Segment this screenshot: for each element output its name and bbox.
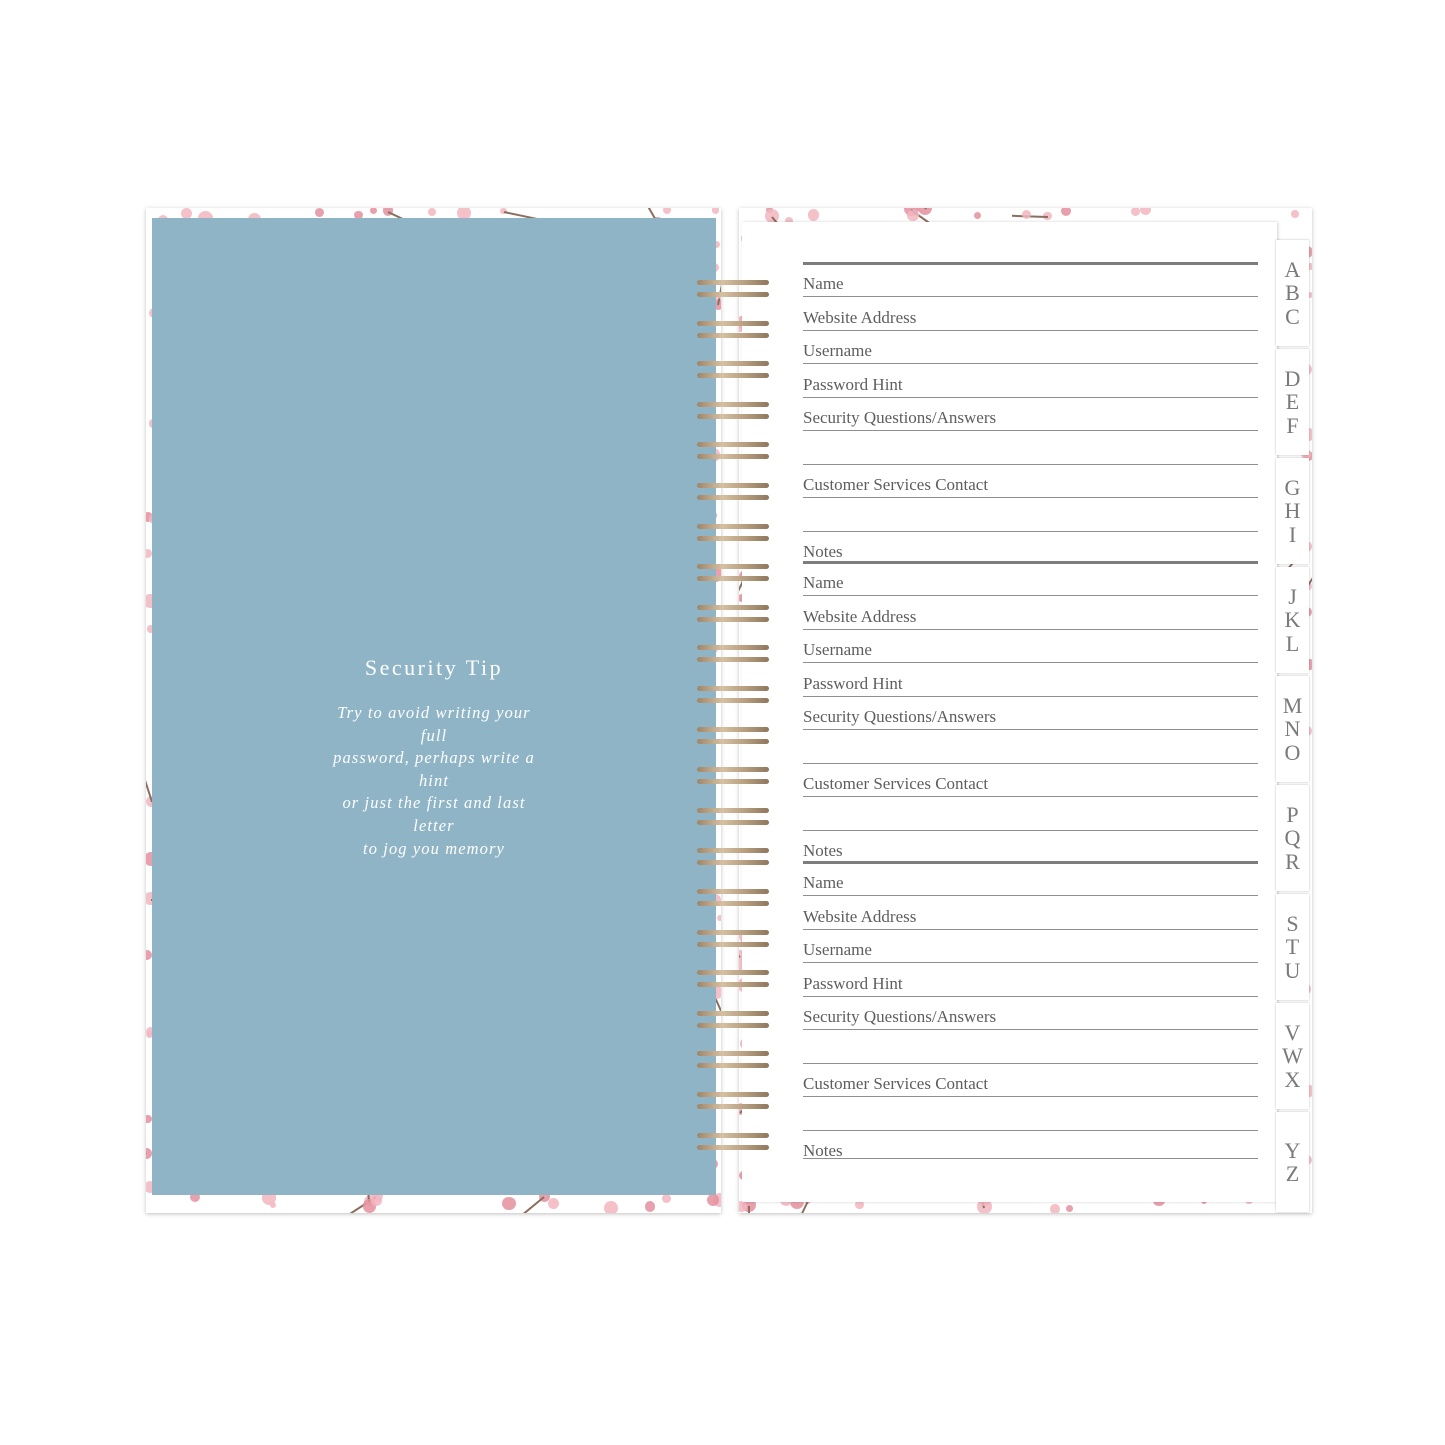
blossom-decoration	[370, 208, 377, 214]
tab-ghi[interactable]	[1276, 458, 1309, 564]
field-website[interactable]	[803, 896, 1258, 930]
tab-pqr[interactable]	[1276, 785, 1309, 891]
blossom-decoration	[808, 209, 819, 220]
field-label: Name	[803, 873, 844, 892]
tab-letter: C	[1285, 303, 1300, 329]
spiral-coil	[697, 483, 769, 488]
blossom-decoration	[502, 1197, 516, 1211]
field-customer-services[interactable]	[803, 1063, 1258, 1097]
spiral-coil	[697, 495, 769, 500]
tab-letter: B	[1285, 280, 1300, 306]
tab-letter: W	[1282, 1043, 1303, 1069]
tab-letter: E	[1285, 389, 1300, 415]
spiral-coil	[697, 280, 769, 285]
field-blank-line[interactable]	[803, 730, 1258, 764]
field-label: Name	[803, 274, 844, 293]
spiral-coil	[697, 617, 769, 622]
tab-letter: K	[1284, 607, 1301, 633]
tab-letter: H	[1284, 498, 1301, 524]
tip-line: Try to avoid writing your full	[337, 703, 531, 745]
spiral-coil	[697, 848, 769, 853]
tab-letter: L	[1285, 630, 1300, 656]
spiral-coil	[697, 1011, 769, 1016]
blossom-decoration	[645, 1201, 656, 1212]
spiral-coil	[697, 901, 769, 906]
blossom-decoration	[907, 210, 919, 222]
spiral-binding	[697, 280, 771, 1160]
field-password-hint[interactable]	[803, 963, 1258, 997]
field-label: Username	[803, 341, 872, 360]
tab-jkl[interactable]	[1276, 567, 1309, 673]
tab-letter: F	[1286, 412, 1299, 438]
spiral-coil	[697, 442, 769, 447]
spiral-coil	[697, 727, 769, 732]
tab-letter: I	[1288, 521, 1297, 547]
field-label: Website Address	[803, 606, 917, 626]
field-label: Password Hint	[803, 374, 903, 394]
field-label: Name	[803, 573, 844, 592]
spiral-coil	[697, 564, 769, 569]
spiral-coil	[697, 645, 769, 650]
blossom-decoration	[974, 212, 981, 219]
spiral-coil	[697, 930, 769, 935]
blossom-decoration	[1291, 210, 1299, 218]
tab-letter: X	[1284, 1066, 1301, 1092]
field-website[interactable]	[803, 297, 1258, 331]
branch-decoration	[516, 1196, 546, 1213]
tab-letter: N	[1284, 716, 1301, 742]
tab-letter: Z	[1285, 1161, 1300, 1186]
spiral-coil	[697, 292, 769, 297]
tip-line: or just the first and last letter	[342, 793, 526, 835]
field-label: Security Questions/Answers	[803, 1007, 997, 1026]
field-password-hint[interactable]	[803, 364, 1258, 398]
tip-line: to jog you memory	[363, 838, 505, 858]
spiral-coil	[697, 767, 769, 772]
tab-letter: J	[1288, 583, 1297, 609]
field-label: Username	[803, 940, 872, 959]
field-label: Website Address	[803, 906, 917, 926]
field-name[interactable]	[803, 263, 1258, 297]
spiral-coil	[697, 1133, 769, 1138]
spiral-coil	[697, 1063, 769, 1068]
spiral-coil	[697, 686, 769, 691]
field-password-hint[interactable]	[803, 663, 1258, 697]
tab-mno[interactable]	[1276, 676, 1309, 782]
field-label: Password Hint	[803, 973, 903, 993]
field-customer-services[interactable]	[803, 464, 1258, 498]
spiral-coil	[697, 576, 769, 581]
blossom-decoration	[712, 208, 719, 214]
field-security-questions[interactable]	[803, 696, 1258, 730]
spiral-coil	[697, 1023, 769, 1028]
spiral-coil	[697, 333, 769, 338]
field-name[interactable]	[803, 862, 1258, 896]
spiral-coil	[697, 808, 769, 813]
tab-letter: Q	[1284, 825, 1301, 851]
blossom-decoration	[315, 208, 324, 217]
spiral-coil	[697, 1092, 769, 1097]
spiral-coil	[697, 779, 769, 784]
spiral-coil	[697, 889, 769, 894]
field-username[interactable]	[803, 929, 1258, 963]
spiral-coil	[697, 402, 769, 407]
tab-stu[interactable]	[1276, 894, 1309, 1000]
spiral-coil	[697, 361, 769, 366]
field-label: Notes	[803, 1141, 843, 1160]
spiral-coil	[697, 739, 769, 744]
field-security-questions[interactable]	[803, 397, 1258, 431]
field-notes[interactable]	[803, 830, 1258, 863]
tab-yz[interactable]	[1276, 1112, 1309, 1212]
field-label: Notes	[803, 542, 843, 561]
field-notes[interactable]	[803, 531, 1258, 564]
blossom-decoration	[1061, 208, 1072, 216]
blossom-decoration	[662, 1194, 671, 1203]
field-blank-line[interactable]	[803, 431, 1258, 465]
tab-letter: O	[1284, 739, 1301, 765]
field-username[interactable]	[803, 629, 1258, 663]
spiral-coil	[697, 657, 769, 662]
tab-letter: U	[1284, 957, 1301, 983]
tab-letter: V	[1284, 1019, 1301, 1045]
tab-abc[interactable]	[1276, 240, 1309, 346]
branch-decoration	[748, 1206, 750, 1213]
blossom-decoration	[270, 1202, 276, 1208]
tab-letter: D	[1284, 365, 1301, 391]
blossom-decoration	[428, 208, 436, 216]
field-blank-line[interactable]	[803, 1097, 1258, 1131]
tab-letter: T	[1285, 934, 1300, 960]
spiral-coil	[697, 698, 769, 703]
tab-letter: S	[1286, 910, 1299, 936]
security-tip-title: Security Tip	[364, 655, 504, 680]
blossom-decoration	[604, 1201, 618, 1213]
field-blank-line[interactable]	[803, 498, 1258, 532]
field-label: Customer Services Contact	[803, 475, 989, 494]
field-blank-line[interactable]	[803, 797, 1258, 831]
tab-letter: P	[1286, 801, 1299, 827]
security-tip-text	[332, 702, 536, 860]
field-label: Security Questions/Answers	[803, 707, 997, 726]
security-tip-page	[152, 218, 716, 1195]
blossom-decoration	[1131, 208, 1140, 216]
tab-letter: G	[1284, 474, 1301, 500]
tab-letter: Y	[1284, 1137, 1301, 1163]
spiral-coil	[697, 373, 769, 378]
spiral-coil	[697, 1104, 769, 1109]
spiral-coil	[697, 820, 769, 825]
blossom-decoration	[548, 1198, 560, 1210]
field-name[interactable]	[803, 562, 1258, 596]
tab-letter: A	[1284, 256, 1301, 282]
spiral-coil	[697, 536, 769, 541]
spiral-coil	[697, 524, 769, 529]
spiral-coil	[697, 942, 769, 947]
blossom-decoration	[1022, 210, 1031, 219]
spiral-coil	[697, 454, 769, 459]
field-label: Notes	[803, 841, 843, 860]
field-customer-services[interactable]	[803, 763, 1258, 797]
spiral-coil	[697, 1145, 769, 1150]
blossom-decoration	[146, 950, 152, 960]
field-security-questions[interactable]	[803, 996, 1258, 1030]
field-label: Password Hint	[803, 673, 903, 693]
field-label: Website Address	[803, 307, 917, 327]
field-label: Security Questions/Answers	[803, 408, 997, 427]
spiral-coil	[697, 970, 769, 975]
field-blank-line[interactable]	[803, 1030, 1258, 1064]
spiral-coil	[697, 321, 769, 326]
spiral-coil	[697, 1051, 769, 1056]
tip-line: password, perhaps write a hint	[333, 748, 535, 790]
field-website[interactable]	[803, 596, 1258, 630]
spiral-coil	[697, 860, 769, 865]
blossom-decoration	[1066, 1205, 1073, 1212]
spiral-coil	[697, 982, 769, 987]
tab-def[interactable]	[1276, 349, 1309, 455]
field-label: Customer Services Contact	[803, 1074, 989, 1093]
tab-vwx[interactable]	[1276, 1003, 1309, 1109]
field-username[interactable]	[803, 330, 1258, 364]
blossom-decoration	[1050, 1204, 1060, 1213]
blossom-decoration	[371, 1195, 381, 1205]
tab-letter: M	[1282, 692, 1303, 718]
tab-letter: R	[1285, 848, 1300, 874]
field-label: Username	[803, 640, 872, 659]
field-label: Customer Services Contact	[803, 774, 989, 793]
blossom-decoration	[663, 208, 671, 214]
spiral-coil	[697, 605, 769, 610]
branch-decoration	[146, 1139, 147, 1155]
spiral-coil	[697, 414, 769, 419]
field-blank-line[interactable]	[803, 1130, 1258, 1159]
blossom-decoration	[1140, 208, 1151, 215]
